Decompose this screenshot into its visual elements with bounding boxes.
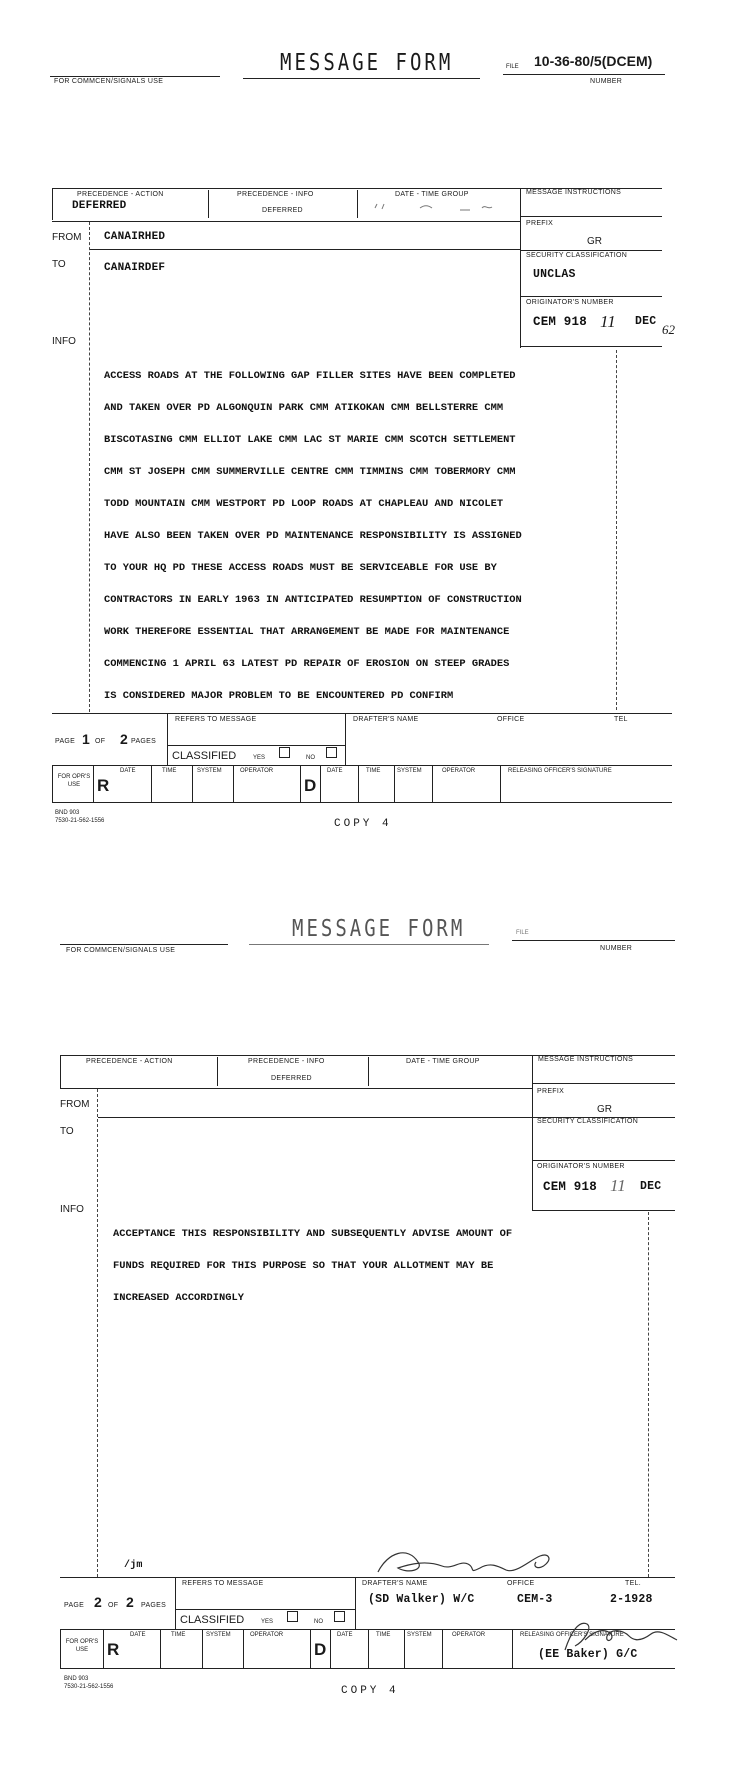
classified-yes-checkbox[interactable]	[287, 1611, 298, 1622]
page-total: 2	[126, 1594, 134, 1610]
to-label: TO	[60, 1126, 74, 1137]
tel-label: TEL.	[625, 1580, 641, 1587]
info-label: INFO	[60, 1204, 84, 1215]
date-label: DATE	[130, 1632, 146, 1638]
orig-num-value: CEM 918	[533, 315, 587, 329]
d-letter: D	[314, 1640, 327, 1659]
security-bottom-line	[520, 296, 662, 297]
drafter-label: DRAFTER'S NAME	[362, 1580, 428, 1587]
orig-num-month: DEC	[635, 315, 657, 328]
opr-div-date	[160, 1629, 161, 1668]
r-letter: R	[97, 776, 110, 795]
file-label: FILE	[516, 930, 529, 936]
date-label: DATE	[120, 768, 136, 774]
no-label: NO	[314, 1619, 323, 1625]
form-code: BND 903	[64, 1676, 89, 1682]
opr-bottom-line	[60, 1668, 675, 1669]
number-label: NUMBER	[590, 78, 623, 85]
prefix-label: PREFIX	[537, 1088, 565, 1095]
time-label: TIME	[162, 768, 177, 774]
opr-div-system2	[432, 765, 433, 802]
header-left-border	[52, 188, 53, 220]
typist-initials: /jm	[124, 1560, 143, 1571]
opr-div-time2	[394, 765, 395, 802]
title-underline	[249, 944, 489, 945]
prec-action-label: PRECEDENCE - ACTION	[86, 1058, 173, 1065]
footer-divider-refers	[175, 1577, 176, 1629]
msg-instructions-label: MESSAGE INSTRUCTIONS	[538, 1056, 634, 1063]
classified-top-line	[175, 1609, 355, 1610]
d-letter: D	[304, 776, 317, 795]
yes-label: YES	[261, 1619, 274, 1625]
releasing-label: RELEASING OFFICER'S SIGNATURE	[508, 768, 612, 774]
opr-div-date	[151, 765, 152, 802]
from-label: FROM	[60, 1099, 90, 1110]
pages-label: PAGES	[141, 1602, 167, 1609]
opr-div-system2	[442, 1629, 443, 1668]
commcen-line	[50, 76, 220, 77]
stock-number: 7530-21-562-1556	[64, 1684, 114, 1690]
form-code: BND 903	[55, 810, 80, 816]
security-label: SECURITY CLASSIFICATION	[526, 252, 628, 259]
operator2-label: OPERATOR	[452, 1632, 486, 1638]
form-title: MESSAGE FORM	[280, 49, 454, 77]
releasing-label: RELEASING OFFICER'S SIGNATURE	[520, 1632, 624, 1638]
body-line: ACCEPTANCE THIS RESPONSIBILITY AND SUBSEQUENTLY ADVISE AMOUNT OF	[113, 1228, 513, 1240]
releasing-value: (EE Baker) G/C	[538, 1648, 638, 1661]
to-label: TO	[52, 259, 66, 270]
body-line: IS CONSIDERED MAJOR PROBLEM TO BE ENCOUNTERED PD CONFIRM	[104, 690, 454, 702]
header-divider-2	[357, 190, 358, 218]
orig-num-year: 62	[662, 322, 675, 337]
opr-div-date2	[358, 765, 359, 802]
body-line: WORK THEREFORE ESSENTIAL THAT ARRANGEMENT BE MADE FOR MAINTENANCE	[104, 626, 510, 638]
copy-label: COPY 4	[341, 1685, 399, 1697]
pages-label: PAGES	[131, 738, 157, 745]
body-line: COMMENCING 1 APRIL 63 LATEST PD REPAIR OF EROSION ON STEEP GRADES	[104, 658, 510, 670]
refers-label: REFERS TO MESSAGE	[182, 1580, 264, 1587]
operator-label: OPERATOR	[240, 768, 274, 774]
title-underline	[243, 78, 480, 79]
opr-div-date2	[368, 1629, 369, 1668]
prec-info-value: DEFERRED	[271, 1075, 312, 1082]
body-line: AND TAKEN OVER PD ALGONQUIN PARK CMM ATIKOKAN CMM BELLSTERRE CMM	[104, 402, 504, 414]
body-line: CMM ST JOSEPH CMM SUMMERVILLE CENTRE CMM TIMMINS CMM TOBERMORY CMM	[104, 466, 516, 478]
system-label: SYSTEM	[197, 768, 222, 774]
orig-bottom-line	[532, 1210, 675, 1211]
operator-label: OPERATOR	[250, 1632, 284, 1638]
page-label: PAGE	[55, 738, 76, 745]
orig-bottom-line	[520, 346, 662, 347]
body-line: BISCOTASING CMM ELLIOT LAKE CMM LAC ST MARIE CMM SCOTCH SETTLEMENT	[104, 434, 516, 446]
opr-div-time	[202, 1629, 203, 1668]
date2-label: DATE	[337, 1632, 353, 1638]
from-line	[90, 249, 520, 250]
body-line: HAVE ALSO BEEN TAKEN OVER PD MAINTENANCE RESPONSIBILITY IS ASSIGNED	[104, 530, 522, 542]
refers-label: REFERS TO MESSAGE	[175, 716, 257, 723]
security-value: UNCLAS	[533, 268, 576, 281]
no-label: NO	[306, 755, 315, 761]
dtg-label: DATE - TIME GROUP	[406, 1058, 480, 1065]
info-label: INFO	[52, 336, 76, 347]
of-label: OF	[108, 1602, 119, 1609]
opr-label: FOR OPR'S USE	[65, 1639, 99, 1653]
opr-label: FOR OPR'S USE	[57, 774, 91, 788]
drafter-value: (SD Walker) W/C	[368, 1593, 475, 1606]
header-bottom-line	[52, 221, 520, 222]
page-total: 2	[120, 731, 128, 747]
opr-top-line	[52, 765, 672, 766]
office-value: CEM-3	[517, 1593, 553, 1606]
classified-yes-checkbox[interactable]	[279, 747, 290, 758]
orig-num-label: ORIGINATOR'S NUMBER	[526, 299, 614, 306]
header-bottom-line	[60, 1088, 532, 1089]
prec-info-label: PRECEDENCE - INFO	[248, 1058, 325, 1065]
opr-div-operator	[300, 765, 301, 802]
body-line: TO YOUR HQ PD THESE ACCESS ROADS MUST BE SERVICEABLE FOR USE BY	[104, 562, 497, 574]
dtg-label: DATE - TIME GROUP	[395, 191, 469, 198]
prec-action-value: DEFERRED	[72, 200, 127, 212]
operator2-label: OPERATOR	[442, 768, 476, 774]
opr-bottom-line	[52, 802, 672, 803]
classified-label: CLASSIFIED	[180, 1614, 245, 1626]
instr-bottom-line	[520, 216, 662, 217]
header-divider-2	[368, 1057, 369, 1086]
from-label: FROM	[52, 232, 82, 243]
footer-divider-drafter	[345, 713, 346, 765]
opr-div-d	[330, 1629, 331, 1668]
opr-left	[52, 765, 53, 802]
dtg-handwriting	[370, 196, 510, 216]
to-value: CANAIRDEF	[104, 262, 166, 274]
orig-num-month: DEC	[640, 1180, 662, 1193]
security-label: SECURITY CLASSIFICATION	[537, 1118, 639, 1125]
system-label: SYSTEM	[206, 1632, 231, 1638]
classified-top-line	[167, 745, 345, 746]
classified-no-checkbox[interactable]	[326, 747, 337, 758]
number-label: NUMBER	[600, 945, 633, 952]
file-line	[503, 74, 665, 75]
page-num: 2	[94, 1594, 102, 1610]
message-body	[113, 1218, 653, 1314]
body-line: TODD MOUNTAIN CMM WESTPORT PD LOOP ROADS AT CHAPLEAU AND NICOLET	[104, 498, 504, 510]
opr-div-d	[320, 765, 321, 802]
system2-label: SYSTEM	[407, 1632, 432, 1638]
prefix-label: PREFIX	[526, 220, 554, 227]
from-line	[98, 1117, 532, 1118]
time2-label: TIME	[366, 768, 381, 774]
page-num: 1	[82, 731, 90, 747]
opr-div-system	[233, 765, 234, 802]
opr-div-releasing	[512, 1629, 513, 1668]
file-label: FILE	[506, 64, 519, 70]
yes-label: YES	[253, 755, 266, 761]
tel-value: 2-1928	[610, 1593, 653, 1606]
prec-action-label: PRECEDENCE - ACTION	[77, 191, 164, 198]
of-label: OF	[95, 738, 106, 745]
office-label: OFFICE	[497, 716, 525, 723]
classified-no-checkbox[interactable]	[334, 1611, 345, 1622]
prec-info-label: PRECEDENCE - INFO	[237, 191, 314, 198]
body-line: CONTRACTORS IN EARLY 1963 IN ANTICIPATED RESUMPTION OF CONSTRUCTION	[104, 594, 522, 606]
drafter-label: DRAFTER'S NAME	[353, 716, 419, 723]
orig-num-day: 11	[600, 312, 616, 331]
header-divider-1	[208, 190, 209, 218]
opr-div-r	[103, 1629, 104, 1668]
footer-top-line	[60, 1577, 675, 1578]
left-margin-dashes	[97, 1089, 98, 1577]
opr-div-time2	[404, 1629, 405, 1668]
message-body	[104, 360, 644, 712]
opr-div-r	[93, 765, 94, 802]
prec-info-value: DEFERRED	[262, 207, 303, 214]
footer-top-line	[52, 713, 672, 714]
opr-div-operator	[310, 1629, 311, 1668]
copy-label: COPY 4	[334, 818, 392, 830]
file-line	[512, 940, 675, 941]
opr-div-releasing	[500, 765, 501, 802]
header-left-border	[60, 1055, 61, 1088]
prefix-value: GR	[587, 236, 602, 247]
r-letter: R	[107, 1640, 120, 1659]
stock-number: 7530-21-562-1556	[55, 818, 105, 824]
instr-bottom-line	[532, 1083, 675, 1084]
releasing-signature-icon	[555, 1610, 695, 1660]
page-label: PAGE	[64, 1602, 85, 1609]
time2-label: TIME	[376, 1632, 391, 1638]
date2-label: DATE	[327, 768, 343, 774]
time-label: TIME	[171, 1632, 186, 1638]
system2-label: SYSTEM	[397, 768, 422, 774]
file-number: 10-36-80/5(DCEM)	[534, 53, 653, 69]
header-divider-1	[217, 1057, 218, 1086]
prefix-bottom-line	[520, 250, 662, 251]
msg-instructions-label: MESSAGE INSTRUCTIONS	[526, 189, 622, 196]
commcen-label: FOR COMMCEN/SIGNALS USE	[54, 78, 164, 85]
footer-divider-drafter	[355, 1577, 356, 1629]
orig-num-label: ORIGINATOR'S NUMBER	[537, 1163, 625, 1170]
prefix-value: GR	[597, 1104, 612, 1115]
left-margin-dashes	[89, 222, 90, 712]
header-right-divider	[532, 1055, 533, 1210]
tel-label: TEL	[614, 716, 628, 723]
orig-num-value: CEM 918	[543, 1180, 597, 1194]
opr-div-time	[192, 765, 193, 802]
body-line: ACCESS ROADS AT THE FOLLOWING GAP FILLER SITES HAVE BEEN COMPLETED	[104, 370, 516, 382]
body-line: FUNDS REQUIRED FOR THIS PURPOSE SO THAT YOUR ALLOTMENT MAY BE	[113, 1260, 494, 1272]
orig-num-day: 11	[610, 1176, 626, 1195]
form-title: MESSAGE FORM	[292, 915, 466, 943]
from-value: CANAIRHED	[104, 231, 166, 243]
classified-label: CLASSIFIED	[172, 750, 237, 762]
opr-div-system	[243, 1629, 244, 1668]
body-line: INCREASED ACCORDINGLY	[113, 1292, 244, 1304]
office-label: OFFICE	[507, 1580, 535, 1587]
security-bottom-line	[532, 1160, 675, 1161]
orig-left-border	[520, 298, 521, 346]
commcen-label: FOR COMMCEN/SIGNALS USE	[66, 947, 176, 954]
commcen-line	[60, 944, 228, 945]
opr-left	[60, 1629, 61, 1668]
footer-divider-refers	[167, 713, 168, 765]
